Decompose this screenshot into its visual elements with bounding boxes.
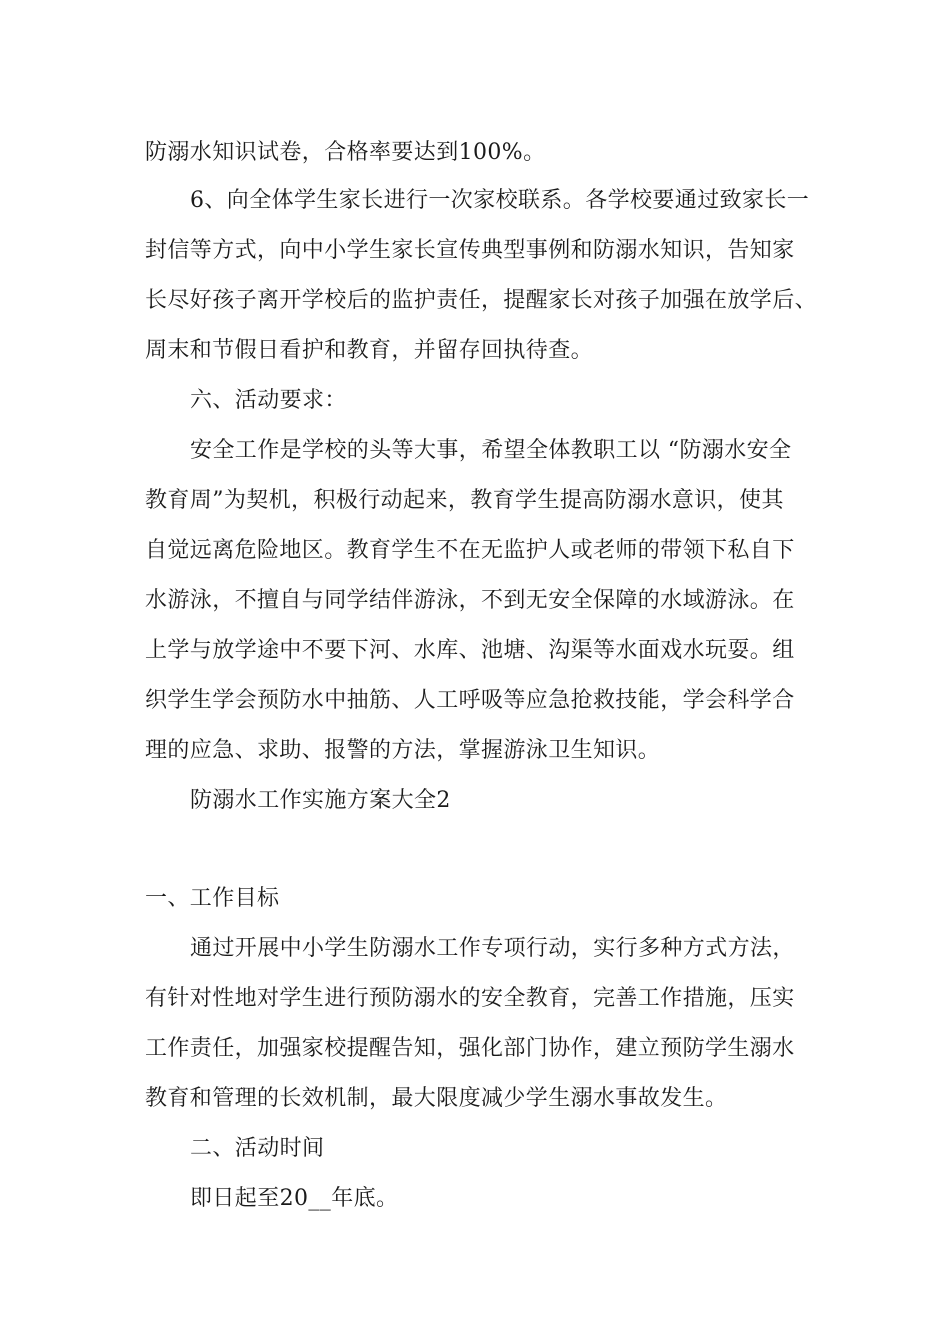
document-title: 防溺水工作实施方案大全2 (190, 788, 451, 813)
text-line: 自觉远离危险地区。教育学生不在无监护人或老师的带领下私自下 (145, 538, 795, 563)
text-line: 织学生学会预防水中抽筋、人工呼吸等应急抢救技能，学会科学合 (145, 688, 795, 713)
text-line: 工作责任，加强家校提醒告知，强化部门协作，建立预防学生溺水 (145, 1036, 795, 1061)
text-line: 周末和节假日看护和教育，并留存回执待查。 (145, 338, 594, 363)
text-line: 安全工作是学校的头等大事，希望全体教职工以 “防溺水安全 (190, 438, 792, 463)
text-line: 上学与放学途中不要下河、水库、池塘、沟渠等水面戏水玩耍。组 (145, 638, 795, 663)
text-line: 水游泳，不擅自与同学结伴游泳，不到无安全保障的水域游泳。在 (145, 588, 795, 613)
text-line: 理的应急、求助、报警的方法，掌握游泳卫生知识。 (145, 738, 661, 763)
text-line: 封信等方式，向中小学生家长宣传典型事例和防溺水知识，告知家 (145, 238, 795, 263)
text-line: 教育和管理的长效机制，最大限度减少学生溺水事故发生。 (145, 1086, 728, 1111)
text-line: 防溺水知识试卷，合格率要达到100%。 (145, 140, 546, 165)
text-line: 教育周”为契机，积极行动起来，教育学生提高防溺水意识，使其 (145, 488, 784, 513)
text-line: 长尽好孩子离开学校后的监护责任，提醒家长对孩子加强在放学后、 (145, 288, 818, 313)
section-heading: 一、工作目标 (145, 886, 280, 911)
text-line: 有针对性地对学生进行预防溺水的安全教育，完善工作措施，压实 (145, 986, 795, 1011)
section-heading: 六、活动要求： (190, 388, 347, 413)
text-line: 即日起至20__年底。 (190, 1186, 399, 1211)
text-line: 通过开展中小学生防溺水工作专项行动，实行多种方式方法， (190, 936, 795, 961)
section-heading: 二、活动时间 (190, 1136, 325, 1161)
text-line: 6、向全体学生家长进行一次家校联系。各学校要通过致家长一 (190, 188, 810, 213)
